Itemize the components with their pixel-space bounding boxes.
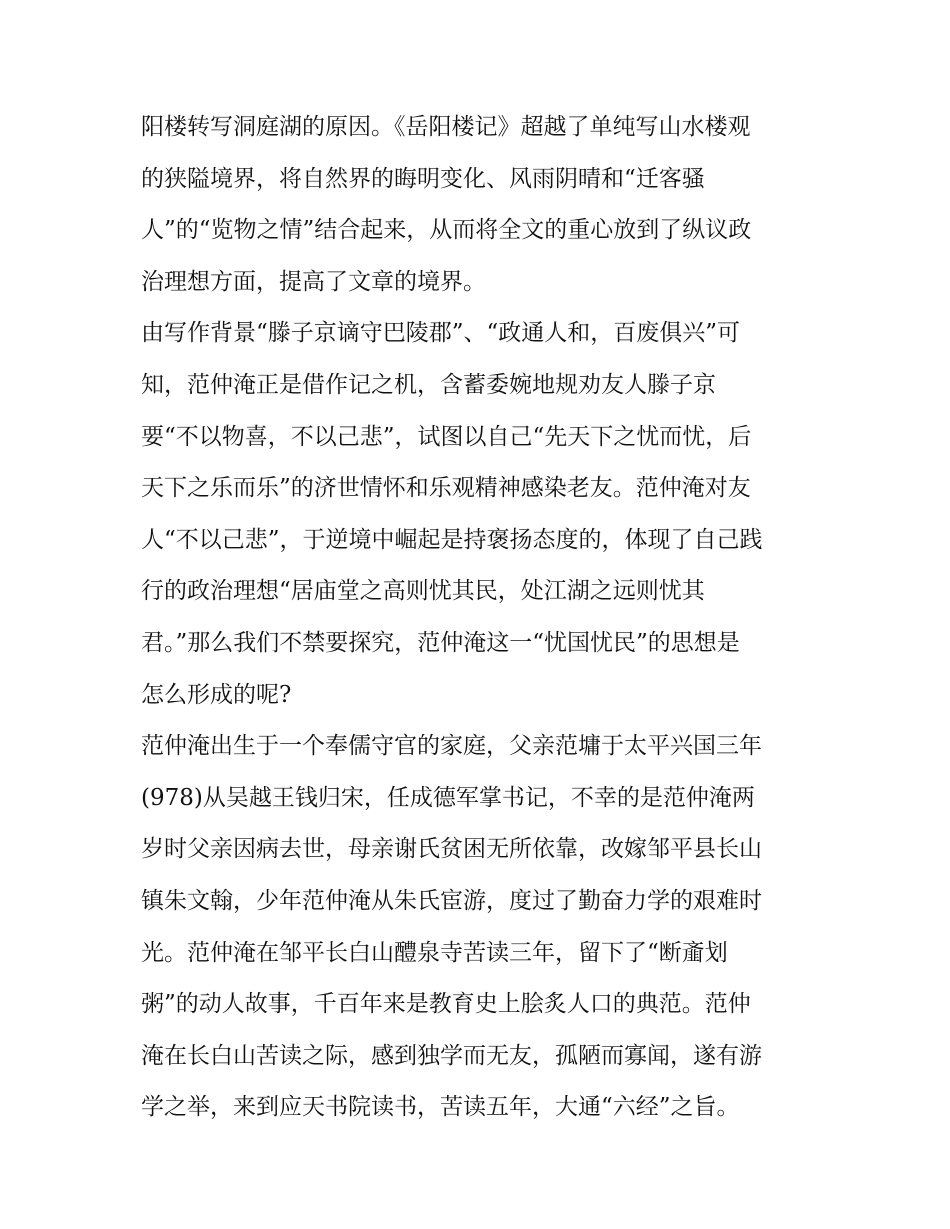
text-line: 光。范仲淹在邹平长白山醴泉寺苦读三年，留下了“断齑划	[141, 939, 728, 966]
text-line: 淹在长白山苦读之际，感到独学而无友，孤陋而寡闻，遂有游	[141, 1042, 762, 1069]
text-line: 阳楼转写洞庭湖的原因。《岳阳楼记》超越了单纯写山水楼观	[141, 114, 751, 140]
text-line: 天下之乐而乐”的济世情怀和乐观精神感染老友。范仲淹对友	[141, 475, 751, 502]
text-line: 人”的“览物之情”结合起来，从而将全文的重心放到了纵议政	[141, 217, 752, 244]
text-line: 怎么形成的呢?	[141, 681, 292, 708]
text-line: 君。”那么我们不禁要探究，范仲淹这一“忧国忧民”的思想是	[141, 629, 740, 656]
text-line: 治理想方面，提高了文章的境界。	[141, 268, 486, 295]
text-line: 范仲淹出生于一个奉儒守官的家庭，父亲范墉于太平兴国三年	[141, 733, 762, 760]
text-line: 岁时父亲因病去世，母亲谢氏贫困无所依靠，改嫁邹平县长山	[141, 836, 762, 863]
text-line: 的狭隘境界，将自然界的晦明变化、风雨阴晴和“迁客骚	[141, 165, 705, 192]
text-line: 知，范仲淹正是借作记之机，含蓄委婉地规劝友人滕子京	[141, 371, 716, 398]
text-line: 由写作背景“滕子京谪守巴陵郡”、“政通人和，百废俱兴”可	[141, 320, 741, 347]
text-line: 人“不以己悲”，于逆境中崛起是持褒扬态度的，体现了自己践	[141, 526, 763, 553]
text-line: 镇朱文翰，少年范仲淹从朱氏宦游，度过了勤奋力学的艰难时	[141, 887, 762, 914]
text-line: 学之举，来到应天书院读书，苦读五年，大通“六经”之旨。	[141, 1094, 740, 1121]
text-line: 行的政治理想“居庙堂之高则忧其民，处江湖之远则忧其	[141, 578, 705, 605]
text-line: 要“不以物喜，不以己悲”，试图以自己“先天下之忧而忧，后	[141, 423, 752, 450]
body-text	[141, 102, 841, 1134]
text-line: 粥”的动人故事，千百年来是教育史上脍炙人口的典范。范仲	[141, 991, 751, 1018]
text-line: (978)从吴越王钱归宋，任成德军掌书记，不幸的是范仲淹两	[141, 784, 755, 811]
